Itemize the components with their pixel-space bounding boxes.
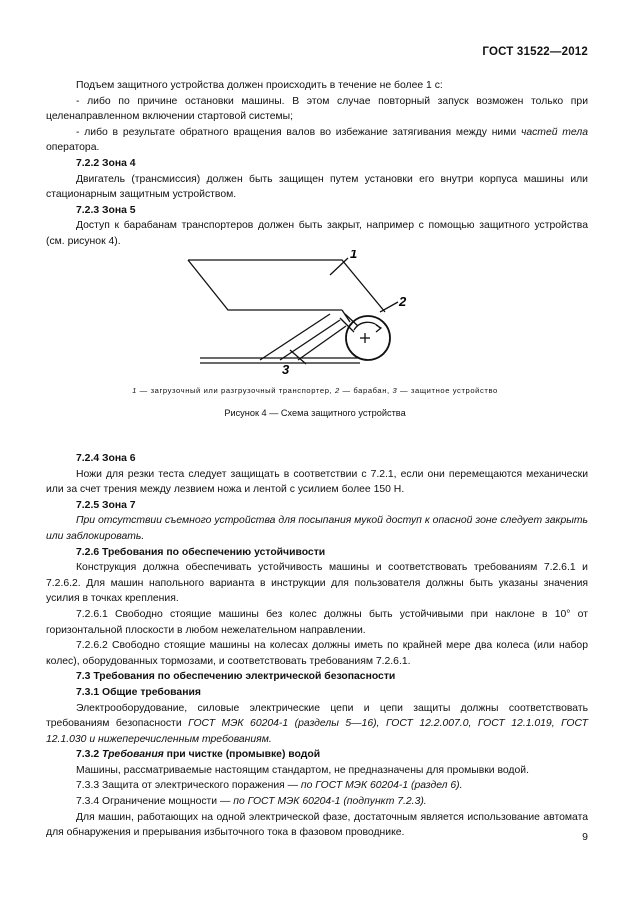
text-block-top bbox=[46, 78, 588, 250]
paragraph: 7.2.6.2 Свободно стоящие машины на колесах должны иметь по крайней мере два колеса (или набор колес), оборудованных тормозами, и соответствовать требованиям 7.2.6.1. bbox=[46, 640, 588, 667]
section-heading: 7.2.2 Зона 4 bbox=[76, 157, 136, 169]
page-number: 9 bbox=[582, 831, 588, 843]
section-heading: 7.2.4 Зона 6 bbox=[76, 453, 136, 464]
paragraph: 7.2.6.1 Свободно стоящие машины без колес должны быть устойчивыми при наклоне в 10° от горизонтальной плоскости в любом нежелательном направлении. bbox=[46, 608, 588, 636]
document-code: ГОСТ 31522—2012 bbox=[482, 46, 588, 58]
section-heading: 7.2.6 Требования по обеспечению устойчивости bbox=[76, 546, 326, 558]
section-heading: 7.3.1 Общие требования bbox=[76, 686, 201, 698]
label-2: 2 bbox=[399, 294, 407, 309]
paragraph: Конструкция должна обеспечивать устойчивость машины и соответствовать требованиям 7.2.6.1 и 7.2.6.2. Для машин напольного варианта в инструкции для пользователя должны быть указаны значения усилия в точках крепления. bbox=[46, 562, 588, 605]
section-heading: 7.3.2 Требования при чистке (промывке) водой bbox=[76, 749, 321, 761]
paragraph: - либо по причине остановки машины. В этом случае повторный запуск возможен только при целенаправленном включении стартовой системы; bbox=[46, 95, 588, 123]
paragraph: Машины, рассматриваемые настоящим стандартом, не предназначены для промывки водой. bbox=[76, 764, 529, 776]
paragraph: - либо в результате обратного вращения валов во избежание затягивания между ними частей тела оператора. bbox=[46, 126, 588, 154]
figure-caption: Рисунок 4 — Схема защитного устройства bbox=[224, 408, 406, 418]
section-heading: 7.2.3 Зона 5 bbox=[76, 204, 136, 216]
paragraph: Электрооборудование, силовые электрические цепи и цепи защиты должны соответствовать требованиям безопасности ГОСТ МЭК 60204-1 (разделы 5—16), ГОСТ 12.2.007.0, ГОСТ 12.1.019, ГОСТ 12.1.030 и нижеперечисленным требованиям. bbox=[46, 702, 588, 745]
paragraph: Подъем защитного устройства должен происходить в течение не более 1 с: bbox=[76, 80, 443, 91]
paragraph: Доступ к барабанам транспортеров должен быть закрыт, например с помощью защитного устройства (см. рисунок 4). bbox=[46, 220, 588, 247]
paragraph: При отсутствии съемного устройства для посыпания мукой доступ к опасной зоне следует закрыть или заблокировать. bbox=[46, 515, 588, 542]
label-3: 3 bbox=[282, 362, 290, 377]
paragraph: Ножи для резки теста следует защищать в соответствии с 7.2.1, если они перемещаются механически или за счет трения между лезвием ножа и лентой с усилием более 150 Н. bbox=[46, 468, 588, 496]
label-1: 1 bbox=[350, 250, 358, 261]
text-block-bottom bbox=[46, 451, 588, 841]
section-heading: 7.2.5 Зона 7 bbox=[76, 499, 136, 511]
figure-legend: 1 — загрузочный или разгрузочный транспортер, 2 — барабан, 3 — защитное устройство bbox=[132, 386, 498, 395]
paragraph: Для машин, работающих на одной электрической фазе, достаточным является использование автомата для обнаружения и прерывания избыточного тока в фазовом проводнике. bbox=[46, 811, 588, 839]
section-heading: 7.3 Требования по обеспечению электрической безопасности bbox=[76, 671, 396, 683]
paragraph: 7.3.4 Ограничение мощности — по ГОСТ МЭК 60204-1 (подпункт 7.2.3). bbox=[76, 796, 427, 808]
paragraph: 7.3.3 Защита от электрического поражения — по ГОСТ МЭК 60204-1 (раздел 6). bbox=[76, 780, 463, 792]
protective-device-diagram bbox=[180, 250, 420, 380]
paragraph: Двигатель (трансмиссия) должен быть защищен путем установки его внутри корпуса машины или стационарным защитным устройством. bbox=[46, 173, 588, 201]
